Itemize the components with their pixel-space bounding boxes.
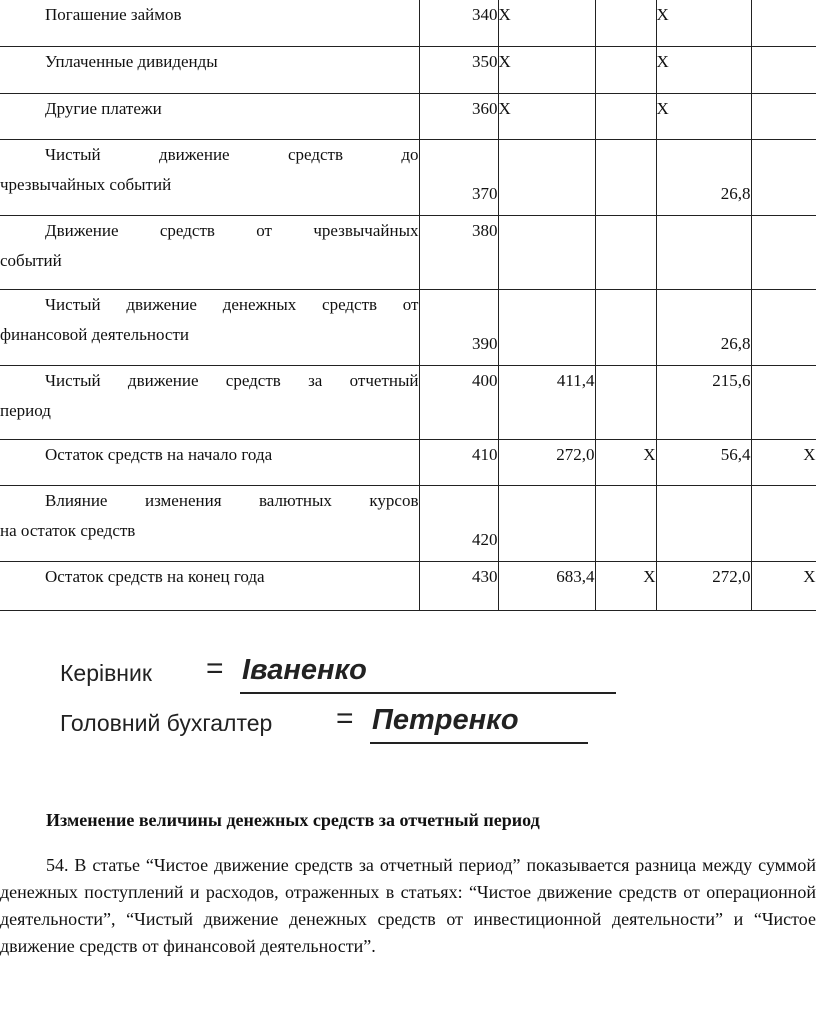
row-name-line: период — [0, 400, 51, 420]
row-name-cell — [0, 0, 419, 46]
table-row — [0, 46, 816, 93]
row-value-cell: Х — [498, 93, 595, 139]
table-row — [0, 365, 816, 439]
row-name-line: чрезвычайных событий — [0, 174, 172, 194]
row-name-line: на остаток средств — [0, 520, 136, 540]
row-name-cell — [0, 561, 419, 610]
row-name-line: Погашение займов — [45, 5, 182, 24]
row-name-line: Движение средств от чрезвычайных — [45, 220, 419, 240]
row-code-cell: 400 — [419, 365, 498, 439]
director-label: Керівник — [60, 660, 152, 686]
row-value-cell — [751, 0, 816, 46]
row-value-cell — [595, 46, 656, 93]
row-value-cell — [498, 215, 595, 289]
row-value-cell: Х — [498, 46, 595, 93]
row-value-cell — [498, 139, 595, 215]
row-name-line: Остаток средств на конец года — [45, 566, 265, 586]
row-code-cell: 430 — [419, 561, 498, 610]
section-paragraph: 54. В статье “Чистое движение средств за отчетный период” показывается разница между суммой денежных поступлений и расходов, отраженных в статьях: “Чистое движение средств от операционной деятельности”, “Чистый движение денежных средств от инвестиционной деятельности” и “Чистое движение средств от финансовой деятельности”. — [0, 855, 816, 956]
row-name-line: Остаток средств на начало года — [45, 444, 273, 464]
row-value-cell — [595, 0, 656, 46]
row-name-cell — [0, 365, 419, 439]
table-row — [0, 485, 816, 561]
row-name-cell — [0, 93, 419, 139]
signature-block — [60, 652, 660, 762]
row-value-cell — [595, 485, 656, 561]
row-value-cell: 56,4 — [656, 439, 751, 485]
accountant-signature-line — [370, 742, 588, 744]
row-value-cell — [595, 215, 656, 289]
row-value-cell — [751, 139, 816, 215]
row-value-cell — [751, 46, 816, 93]
row-value-cell: Х — [656, 93, 751, 139]
director-signature-line — [240, 692, 616, 694]
row-value-cell — [656, 215, 751, 289]
row-code-cell: 360 — [419, 93, 498, 139]
row-value-cell — [751, 365, 816, 439]
row-value-cell: 272,0 — [656, 561, 751, 610]
row-name-line: Чистый движение средств до — [45, 144, 419, 164]
accountant-equals: = — [336, 702, 354, 735]
table-row — [0, 561, 816, 610]
row-value-cell: Х — [595, 439, 656, 485]
section-heading: Изменение величины денежных средств за отчетный период — [46, 810, 540, 830]
row-name-line: Уплаченные дивиденды — [45, 51, 218, 71]
row-value-cell: 26,8 — [656, 289, 751, 365]
row-name-line: Чистый движение средств за отчетный — [45, 370, 419, 390]
row-code-cell: 370 — [419, 139, 498, 215]
table-row — [0, 439, 816, 485]
row-name-cell — [0, 139, 419, 215]
row-name-line: событий — [0, 250, 62, 270]
row-code-cell: 350 — [419, 46, 498, 93]
row-value-cell — [751, 93, 816, 139]
row-name-line: Чистый движение денежных средств от — [45, 294, 419, 314]
row-name-cell — [0, 439, 419, 485]
row-code-cell: 390 — [419, 289, 498, 365]
row-value-cell: 411,4 — [498, 365, 595, 439]
director-name: Іваненко — [242, 654, 367, 686]
row-value-cell — [498, 289, 595, 365]
row-name-cell — [0, 289, 419, 365]
accountant-label: Головний бухгалтер — [60, 710, 273, 736]
row-name-line: финансовой деятельности — [0, 324, 189, 344]
row-name-cell — [0, 215, 419, 289]
row-value-cell — [595, 365, 656, 439]
row-value-cell: Х — [656, 46, 751, 93]
row-code-cell: 420 — [419, 485, 498, 561]
row-name-cell — [0, 46, 419, 93]
row-name-cell — [0, 485, 419, 561]
row-name-line: Другие платежи — [45, 98, 162, 118]
table-row — [0, 215, 816, 289]
table-row — [0, 0, 816, 46]
row-name-line: Влияние изменения валютных курсов — [45, 490, 419, 510]
row-value-cell: Х — [751, 561, 816, 610]
row-value-cell: Х — [656, 0, 751, 46]
accountant-name: Петренко — [372, 704, 519, 736]
row-value-cell: Х — [595, 561, 656, 610]
row-value-cell — [498, 485, 595, 561]
row-value-cell: 26,8 — [656, 139, 751, 215]
row-value-cell — [595, 139, 656, 215]
row-value-cell: Х — [498, 0, 595, 46]
table-row — [0, 289, 816, 365]
table-row — [0, 139, 816, 215]
table-row — [0, 93, 816, 139]
row-value-cell — [595, 93, 656, 139]
row-value-cell — [595, 289, 656, 365]
row-value-cell — [751, 485, 816, 561]
row-value-cell — [656, 485, 751, 561]
row-value-cell — [751, 289, 816, 365]
row-value-cell: 683,4 — [498, 561, 595, 610]
row-value-cell: Х — [751, 439, 816, 485]
row-code-cell: 410 — [419, 439, 498, 485]
row-value-cell: 272,0 — [498, 439, 595, 485]
row-value-cell: 215,6 — [656, 365, 751, 439]
row-value-cell — [751, 215, 816, 289]
row-code-cell: 340 — [419, 0, 498, 46]
row-code-cell: 380 — [419, 215, 498, 289]
director-equals: = — [206, 652, 224, 685]
